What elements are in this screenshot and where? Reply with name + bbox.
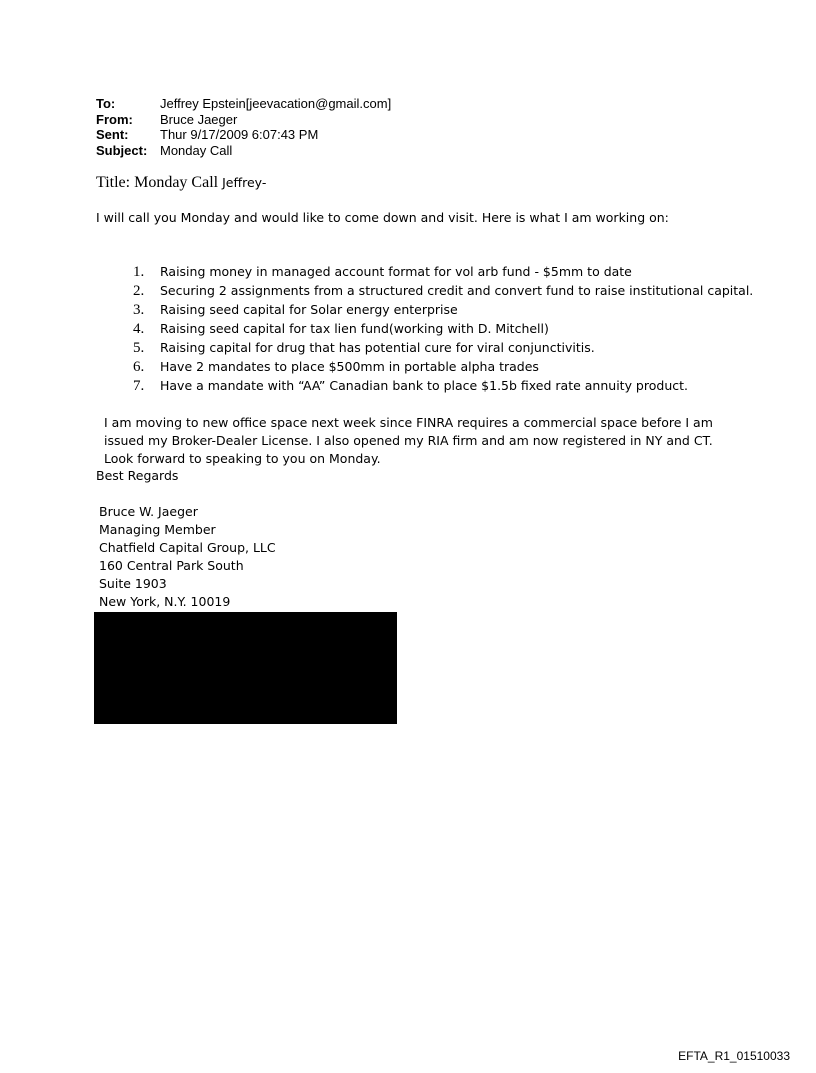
list-number: 4. — [133, 321, 145, 337]
office-paragraph: I am moving to new office space next week since FINRA requires a commercial space before I am issued my Broker-Dealer License. I also opened my RIA firm and am now registered in NY and CT. Look forward to speaking to you on Monday. — [104, 415, 713, 466]
document-id: EFTA_R1_01510033 — [678, 1049, 790, 1063]
redaction-block — [94, 612, 397, 724]
subject-label: Subject: — [96, 142, 148, 158]
list-item — [133, 263, 753, 282]
list-number: 5. — [133, 340, 145, 356]
list-text: Raising capital for drug that has potential cure for viral conjunctivitis. — [160, 340, 595, 355]
header-to-row — [96, 96, 391, 112]
list-item — [133, 377, 753, 396]
list-item — [133, 282, 753, 301]
list-text: Raising seed capital for tax lien fund(working with D. Mitchell) — [160, 321, 549, 336]
list-number: 3. — [133, 302, 145, 318]
sent-label: Sent: — [96, 127, 129, 142]
list-item — [133, 301, 753, 320]
list-number: 1. — [133, 264, 145, 280]
closing-text: Best Regards — [96, 468, 179, 483]
work-list — [133, 263, 753, 396]
list-item — [133, 358, 753, 377]
list-text: Raising money in managed account format for vol arb fund - $5mm to date — [160, 264, 632, 279]
signature-role: Managing Member — [99, 522, 216, 537]
title-greeting: Jeffrey- — [222, 175, 267, 190]
to-label: To: — [96, 96, 116, 111]
list-number: 2. — [133, 283, 145, 299]
title-main: Title: Monday Call — [96, 174, 219, 191]
header-sent-row — [96, 127, 391, 143]
message-title — [96, 174, 266, 192]
header-from-row — [96, 112, 391, 128]
subject-value: Monday Call — [160, 142, 233, 158]
signature-suite: Suite 1903 — [99, 576, 167, 591]
list-text: Have 2 mandates to place $500mm in portable alpha trades — [160, 359, 539, 374]
list-text: Securing 2 assignments from a structured credit and convert fund to raise institutional capital. — [160, 283, 754, 298]
list-text: Have a mandate with “AA” Canadian bank to place $1.5b fixed rate annuity product. — [160, 378, 688, 393]
from-label: From: — [96, 111, 133, 127]
sent-value: Thur 9/17/2009 6:07:43 PM — [160, 127, 319, 142]
signature-block — [99, 503, 276, 611]
to-value: Jeffrey Epstein[jeevacation@gmail.com] — [160, 96, 392, 111]
list-number: 6. — [133, 359, 145, 375]
list-number: 7. — [133, 378, 145, 394]
list-item — [133, 320, 753, 339]
list-item — [133, 339, 753, 358]
signature-name: Bruce W. Jaeger — [99, 504, 198, 519]
list-text: Raising seed capital for Solar energy enterprise — [160, 302, 458, 317]
intro-text: I will call you Monday and would like to come down and visit. Here is what I am working on: — [96, 210, 669, 225]
email-header — [96, 96, 391, 158]
header-subject-row — [96, 143, 391, 159]
signature-city: New York, N.Y. 10019 — [99, 594, 231, 609]
signature-street: 160 Central Park South — [99, 558, 244, 573]
signature-company: Chatfield Capital Group, LLC — [99, 540, 276, 555]
from-value: Bruce Jaeger — [160, 111, 238, 127]
